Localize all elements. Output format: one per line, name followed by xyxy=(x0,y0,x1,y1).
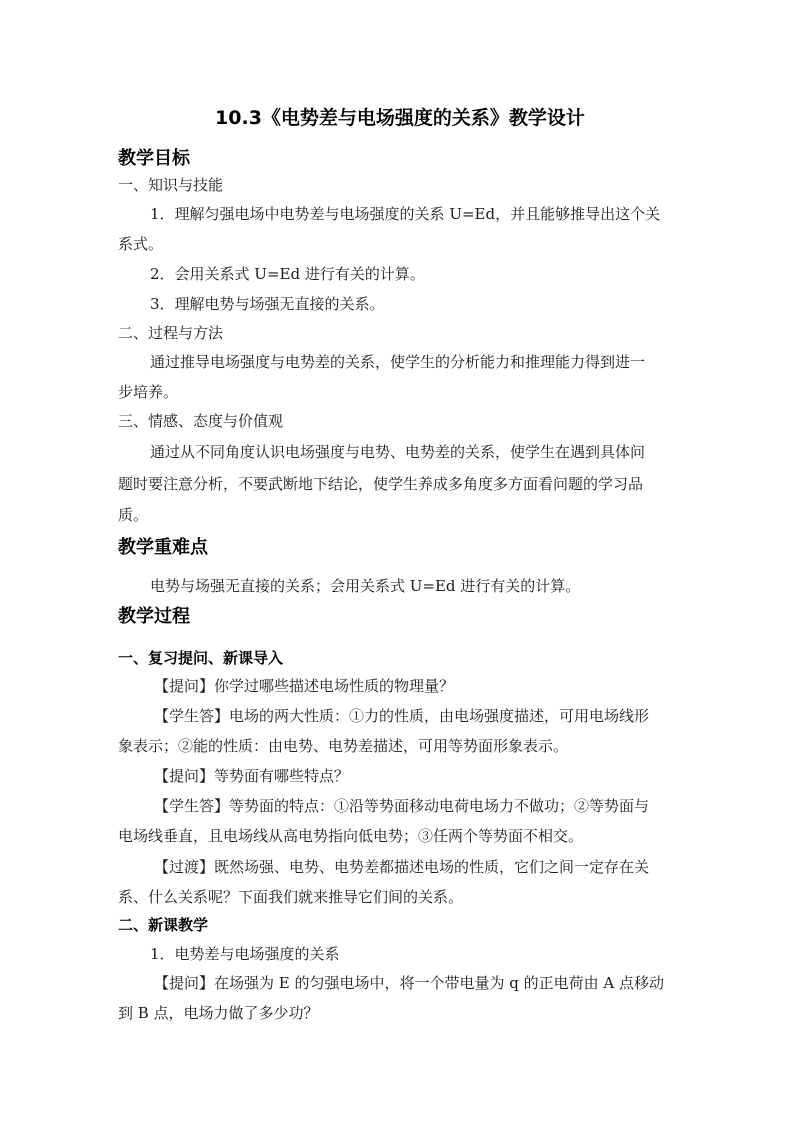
transition-line-1: 【过渡】既然场强、电势、电势差都描述电场的性质，它们之间一定存在关 xyxy=(154,858,650,876)
heading-teaching-goals: 教学目标 xyxy=(118,148,190,169)
transition-line-2: 系、什么关系呢？下面我们就来推导它们间的关系。 xyxy=(118,888,464,906)
answer-1-line-1: 【学生答】电场的两大性质：①力的性质，由电场强度描述，可用电场线形 xyxy=(154,707,650,725)
goal-item-1-line-2: 系式。 xyxy=(118,235,164,253)
key-difficulties-paragraph: 电势与场强无直接的关系；会用关系式 U=Ed 进行有关的计算。 xyxy=(150,577,581,595)
subheading-emotion-attitude: 三、情感、态度与价值观 xyxy=(118,412,284,430)
emotion-paragraph-line-1: 通过从不同角度认识电场强度与电势、电势差的关系，使学生在遇到具体问 xyxy=(150,443,646,461)
goal-item-1-line-1: 1．理解匀强电场中电势差与电场强度的关系 U=Ed，并且能够推导出这个关 xyxy=(150,205,661,223)
process-paragraph-line-1: 通过推导电场强度与电势差的关系，使学生的分析能力和推理能力得到进一 xyxy=(150,353,646,371)
answer-1-line-2: 象表示；②能的性质：由电势、电势差描述，可用等势面形象表示。 xyxy=(118,737,569,755)
heading-teaching-process: 教学过程 xyxy=(118,606,190,627)
heading-key-difficulties: 教学重难点 xyxy=(118,537,208,558)
subheading-knowledge-skills: 一、知识与技能 xyxy=(118,176,224,194)
answer-2-line-2: 电场线垂直，且电场线从高电势指向低电势；③任两个等势面不相交。 xyxy=(118,827,584,845)
subheading-new-lesson: 二、新课教学 xyxy=(118,916,209,934)
emotion-paragraph-line-2: 题时要注意分析，不要武断地下结论，使学生养成多角度多方面看问题的学习品 xyxy=(118,475,644,493)
subheading-review-intro: 一、复习提问、新课导入 xyxy=(118,649,284,667)
question-1: 【提问】你学过哪些描述电场性质的物理量？ xyxy=(154,677,455,695)
goal-item-2: 2．会用关系式 U=Ed 进行有关的计算。 xyxy=(150,265,425,283)
process-paragraph-line-2: 步培养。 xyxy=(118,383,179,401)
document-title: 10.3《电势差与电场强度的关系》教学设计 xyxy=(215,107,585,129)
goal-item-3: 3．理解电势与场强无直接的关系。 xyxy=(150,295,385,313)
subheading-process-method: 二、过程与方法 xyxy=(118,324,224,342)
lesson-item-1: 1．电势差与电场强度的关系 xyxy=(150,945,340,963)
question-3-line-1: 【提问】在场强为 E 的匀强电场中，将一个带电量为 q 的正电荷由 A 点移动 xyxy=(154,974,664,992)
question-3-line-2: 到 B 点，电场力做了多少功？ xyxy=(118,1004,319,1022)
question-2: 【提问】等势面有哪些特点？ xyxy=(154,767,350,785)
emotion-paragraph-line-3: 质。 xyxy=(118,506,149,524)
answer-2-line-1: 【学生答】等势面的特点：①沿等势面移动电荷电场力不做功；②等势面与 xyxy=(154,797,650,815)
